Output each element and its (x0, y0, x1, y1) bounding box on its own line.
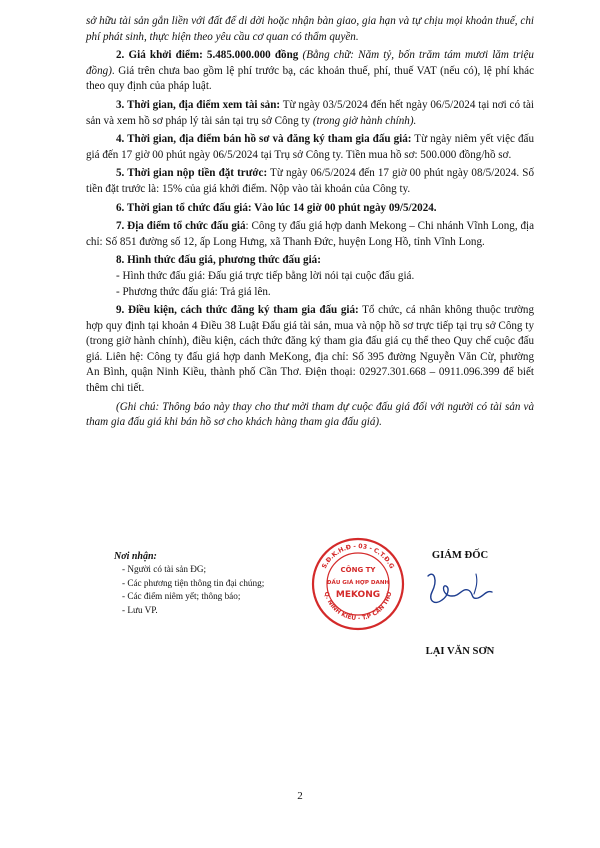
section-3-italic: (trong giờ hành chính). (312, 114, 417, 127)
handwritten-signature (420, 566, 500, 612)
svg-text:S.Đ.K.H.Đ - 03 - C.T.Đ.G: S.Đ.K.H.Đ - 03 - C.T.Đ.G (320, 542, 396, 570)
section-7-label: 7. Địa điểm tổ chức đấu giá (116, 220, 246, 233)
section-3-viewing (86, 98, 534, 129)
svg-text:ĐẤU GIÁ HỢP DANH: ĐẤU GIÁ HỢP DANH (326, 580, 390, 586)
section-3-text: Từ ngày 03/5/2024 đến hết ngày 06/5/2024 tại nơi có tài sản và xem hồ sơ pháp lý tài sản tại trụ sở Công ty (86, 98, 534, 127)
section-5-text: Từ ngày 06/5/2024 đến 17 giờ 00 phút ngày 08/5/2024. Số tiền đặt trước là: 15% của giá khởi điểm. Nộp vào tài khoản của Công ty. (86, 167, 534, 195)
note: (Ghi chú: Thông báo này thay cho thư mời tham dự cuộc đấu giá đối với người có tài sản và tham gia đấu giá khi bán hồ sơ cho khách hàng tham gia đấu giá). (86, 400, 534, 429)
svg-text:MEKONG: MEKONG (335, 590, 381, 600)
section-9-text: Tổ chức, cá nhân không thuộc trường hợp quy định tại khoản 4 Điều 38 Luật Đấu giá tài sản, mua và nộp hồ sơ trực tiếp tại trụ sở Công ty (trong giờ hành chính), điều kiện, cách thức đăng ký tham gia đấu giá cụ thể theo Quy chế cuộc đấu giá. Liên hệ: Công ty đấu giá hợp danh MeKong, địa chỉ: Số 395 đường Nguyễn Văn Cừ, phường An Bình, quận Ninh Kiều, thành phố Cần Thơ. Điện thoại: 02927.301.668 – 0911.096.399 để biết thêm chi tiết. (86, 304, 535, 395)
recipient-item: - Các phương tiện thông tin đại chúng; (122, 577, 265, 588)
svg-text:Q. NINH KIỀU - T.P CẦN THƠ: Q. NINH KIỀU - T.P CẦN THƠ (322, 590, 394, 623)
section-2-in-words: (Bằng chữ: Năm tỷ, bốn trăm tám mươi lăm triệu đồng) (86, 49, 534, 77)
recipients-list (114, 550, 264, 617)
signer-name: LẠI VĂN SƠN (425, 646, 495, 657)
section-6-text: Vào lúc 14 giờ 00 phút ngày 09/5/2024. (251, 201, 437, 214)
section-3-label: 3. Thời gian, địa điểm xem tài sản: (116, 98, 281, 111)
section-2-starting-price (86, 48, 534, 95)
section-8-item-form: - Hình thức đấu giá: Đấu giá trực tiếp bằng lời nói tại cuộc đấu giá. (116, 269, 415, 282)
recipient-item: - Người có tài sản ĐG; (122, 564, 207, 575)
section-7-text: : Công ty đấu giá hợp danh Mekong – Chi nhánh Vĩnh Long, địa chỉ: Số 851 đường số 12, ấp Long Hưng, xã Thanh Đức, huyện Long Hồ, tỉnh Vĩnh Long. (86, 220, 535, 248)
section-9-label: 9. Điều kiện, cách thức đăng ký tham gia đấu giá: (116, 304, 359, 317)
recipient-item: - Lưu VP. (122, 604, 158, 615)
signer-role: GIÁM ĐỐC (431, 550, 489, 561)
page-number: 2 (297, 790, 303, 802)
section-2-text: . Giá trên chưa bao gồm lệ phí trước bạ, các khoản thuế, phí, thuế VAT (nếu có), lệ phí khác theo quy định của pháp luật. (86, 64, 534, 93)
section-2-label: 2. Giá khởi điểm: 5.485.000.000 đồng (116, 49, 299, 62)
document-body (86, 14, 534, 431)
section-9-conditions (86, 303, 534, 397)
section-8-item-method: - Phương thức đấu giá: Trả giá lên. (116, 285, 271, 298)
section-8-label: 8. Hình thức đấu giá, phương thức đấu giá: (116, 254, 321, 267)
company-seal-stamp (310, 536, 406, 632)
section-4-label: 4. Thời gian, địa điểm bán hồ sơ và đăng ký tham gia đấu giá: (116, 133, 412, 146)
svg-text:CÔNG TY: CÔNG TY (340, 566, 376, 574)
section-4-registration (86, 132, 534, 163)
recipient-item: - Các điểm niêm yết; thông báo; (122, 591, 241, 602)
section-6-label: 6. Thời gian tổ chức đấu giá: (116, 201, 252, 214)
section-5-deposit (86, 166, 534, 197)
section-5-label: 5. Thời gian nộp tiền đặt trước: (116, 167, 268, 180)
section-6-auction-time (86, 201, 534, 217)
recipients-title: Nơi nhận: (114, 551, 157, 562)
section-7-venue (86, 219, 534, 250)
section-4-text: Từ ngày niêm yết việc đấu giá đến 17 giờ 00 phút ngày 06/5/2024 tại Trụ sở Công ty. Tiền mua hồ sơ: 500.000 đồng/hồ sơ. (86, 133, 534, 161)
continued-paragraph: sở hữu tài sản gắn liền với đất để di dời hoặc nhận bàn giao, gia hạn và tự chịu mọi khoản thuế, chi phí phát sinh, thực hiện theo yêu cầu cơ quan có thẩm quyền. (86, 15, 534, 43)
